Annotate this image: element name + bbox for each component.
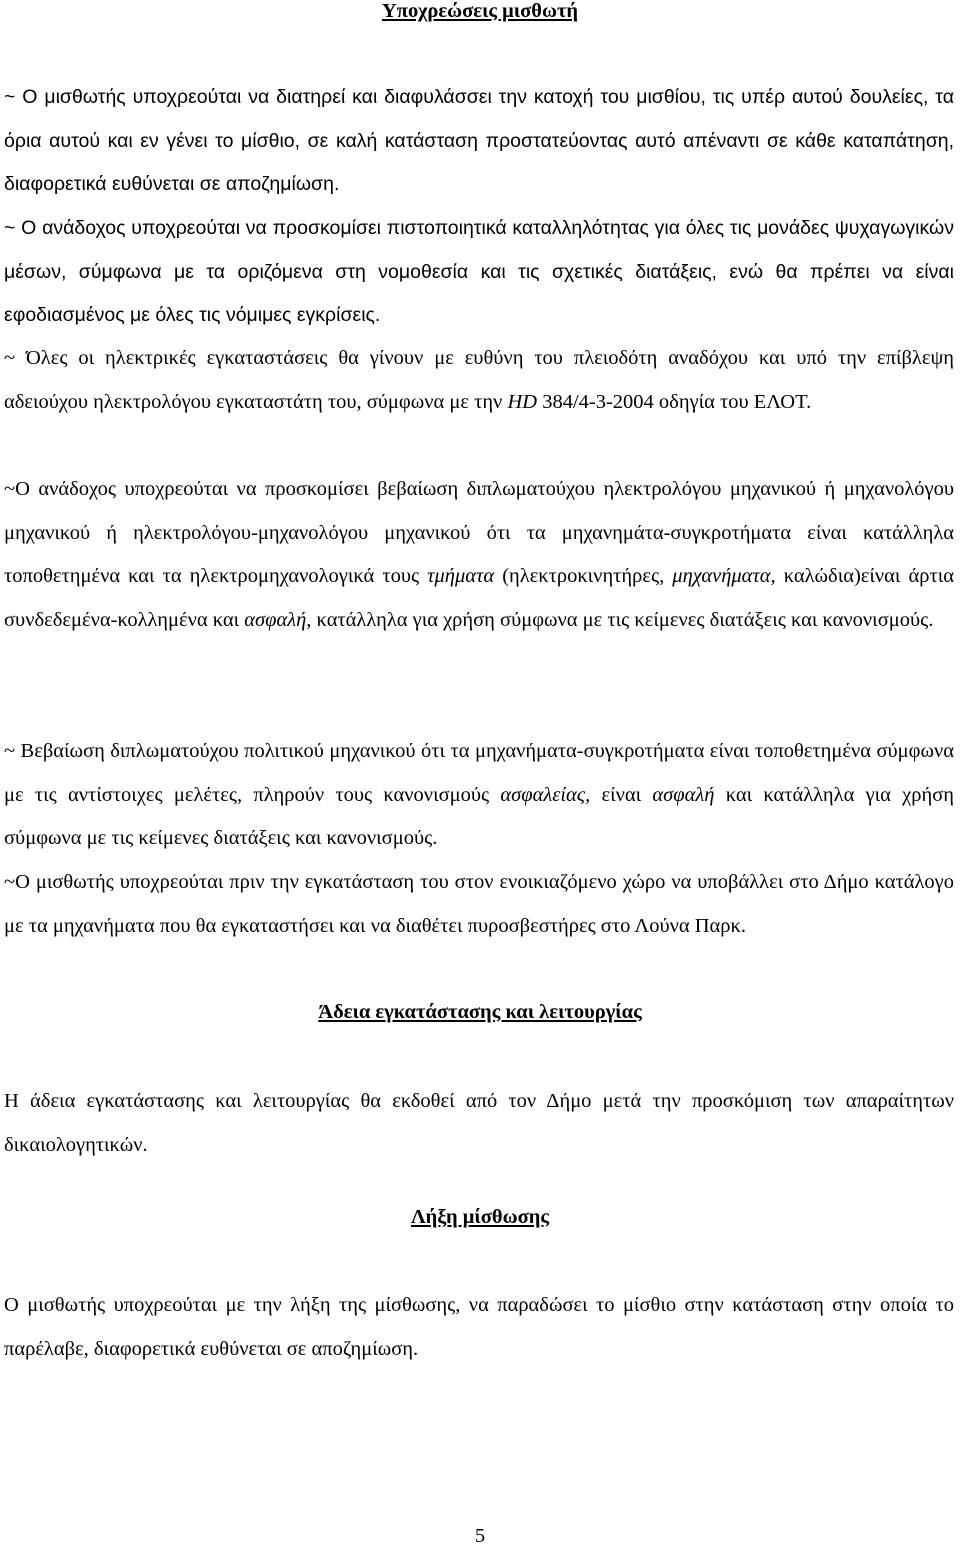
paragraph-electrical-text-b: 384/4-3-2004 οδηγία του ΕΛΟΤ. [537,390,812,413]
paragraph-certificates: ~ Ο ανάδοχος υποχρεούται να προσκομίσει πιστοποιητικά καταλληλότητας για όλες τις μονάδες ψυχαγωγικών μέσων, σύμφωνα με τα οριζόμενα στη νομοθεσία και τις σχετικές διατάξεις, ενώ θα πρέπει να είναι εφοδιασμένος με όλες τις νόμιμες εγκρίσεις. [4,217,954,327]
paragraph-termination: Ο μισθωτής υποχρεούται με την λήξη της μίσθωσης, να παραδώσει το μίσθιο στην κατάσταση στην οποία το παρέλαβε, διαφορετικά ευθύνεται σε αποζημίωση. [4,1294,954,1360]
p4-italic-safe: ασφαλή, [244,609,312,632]
paragraph-license: Η άδεια εγκατάστασης και λειτουργίας θα εκδοθεί από τον Δήμο μετά την προσκόμιση των απαραίτητων δικαιολογητικών. [4,1090,954,1156]
p4-text-d: κατάλληλα για χρήση σύμφωνα με τις κείμενες διατάξεις και κανονισμούς. [311,609,934,632]
p5-italic-safety: ασφαλείας, [500,783,591,806]
paragraph-civil-engineer [4,730,954,861]
p5-text-c: και κατάλληλα για χρήση σύμφωνα με τις κείμενες διατάξεις και κανονισμούς. [4,783,954,850]
p4-text-a: ~Ο ανάδοχος υποχρεούται να προσκομίσει βεβαίωση διπλωματούχου ηλεκτρολόγου μηχανικού ή μηχανολόγου μηχανικού ή ηλεκτρολόγου-μηχανολόγου μηχανικού ότι τα μηχανημάτα-συγκροτήματα είναι κατάλληλα τοποθετημένα και τα ηλεκτρομηχανολογικά τους [4,478,954,588]
paragraph-electrical-text-a: ~ Όλες οι ηλεκτρικές εγκαταστάσεις θα γίνουν με ευθύνη του πλειοδότη αναδόχου και υπό την επίβλεψη αδειούχου ηλεκτρολόγου εγκαταστάτη του, σύμφωνα με την [4,347,954,413]
p4-italic-machines: μηχανήματα, [672,565,776,588]
p4-text-b: (ηλεκτροκινητήρες, [494,565,673,588]
p5-text-a: ~ Βεβαίωση διπλωματούχου πολιτικού μηχανικού ότι τα μηχανήματα-συγκροτήματα είναι τοποθετημένα σύμφωνα με τις αντίστοιχες μελέτες, πληρούν τους κανονισμούς [4,740,954,806]
hd-standard: HD [507,390,538,413]
p4-text-c: καλώδια)είναι άρτια συνδεδεμένα-κολλημένα και [4,565,954,632]
paragraph-maintain-lease: ~ Ο μισθωτής υποχρεούται να διατηρεί και διαφυλάσσει την κατοχή του μισθίου, τις υπέρ αυτού δουλείες, τα όρια αυτού και εν γένει το μίσθιο, σε καλή κατάσταση προστατεύοντας αυτό απέναντι σε κάθε καταπάτηση, διαφορετικά ευθύνεται σε αποζημίωση. [4,86,954,196]
p4-italic-parts: τμήματα [427,565,495,588]
paragraph-electrical [4,337,954,424]
p5-italic-safe: ασφαλή [652,783,715,806]
heading-license: Άδεια εγκατάστασης και λειτουργίας [318,1001,642,1023]
heading-termination: Λήξη μίσθωσης [410,1206,550,1228]
heading-obligations: Υποχρεώσεις μισθωτή [381,0,579,22]
paragraph-engineer-certificate [4,468,954,643]
paragraph-equipment-list: ~Ο μισθωτής υποχρεούται πριν την εγκατάσταση του στον ενοικιαζόμενο χώρο να υποβάλλει στο Δήμο κατάλογο με τα μηχανήματα που θα εγκαταστήσει και να διαθέτει πυροσβεστήρες στο Λούνα Παρκ. [4,871,954,937]
page-number: 5 [474,1525,486,1547]
p5-text-b: είναι [590,783,653,806]
